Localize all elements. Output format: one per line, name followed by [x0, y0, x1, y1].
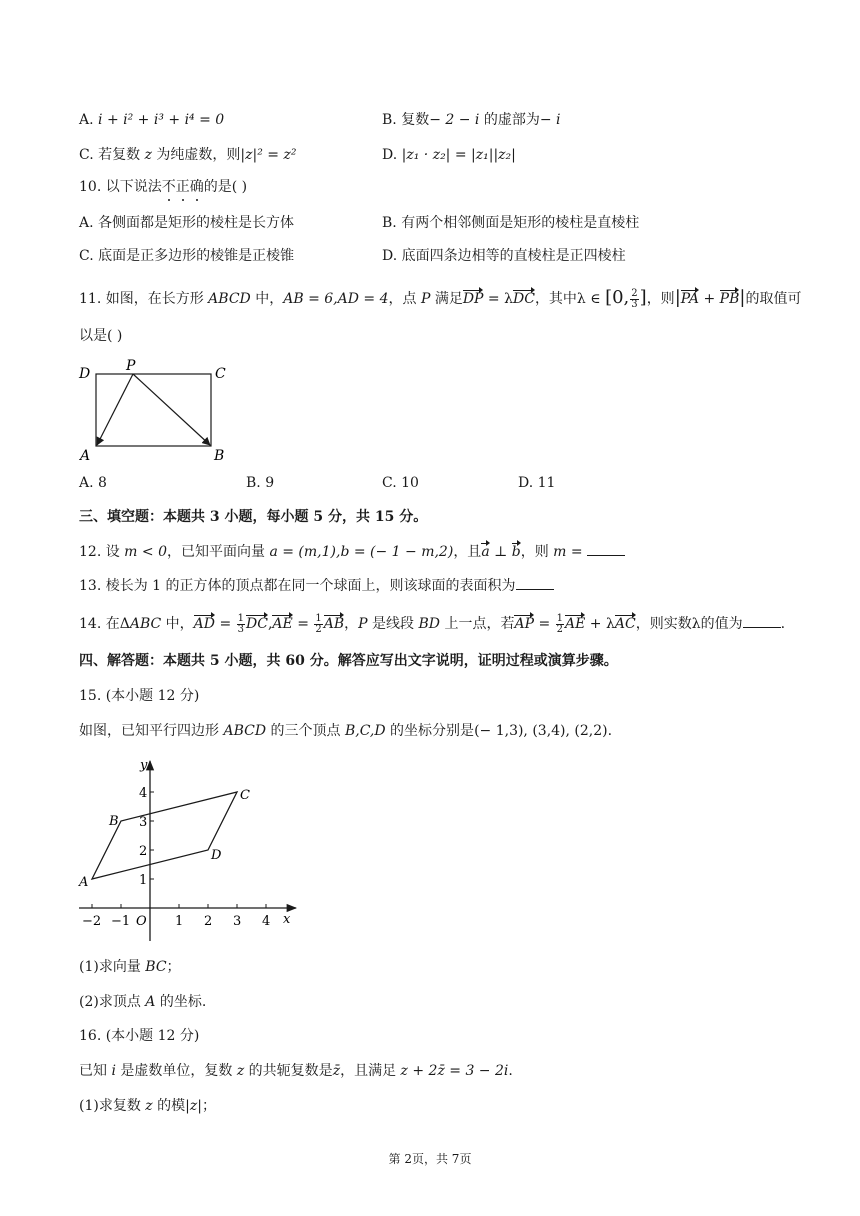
x-tick-label: 3 [233, 914, 242, 929]
fraction-denominator: 2 [315, 623, 322, 635]
q15-text: ； [166, 959, 181, 975]
label-p: P [126, 358, 136, 374]
q11-vector-pb: PB [719, 291, 740, 307]
q11-vector-dc: DC [513, 291, 535, 307]
q15-points: B,C,D [344, 723, 386, 739]
section4-title: 四、解答题：本题共 5 小题，共 60 分。解答应写出文字说明，证明过程或演算步骤。 [79, 653, 618, 669]
q12 [79, 541, 625, 562]
q11-text: 满足 [430, 291, 463, 307]
fraction-numerator: 1 [315, 612, 322, 624]
q10-emphasis-char: 确 [189, 179, 204, 195]
q16-text: ，且满足 [340, 1063, 401, 1079]
q15-text: . [607, 723, 613, 739]
q12-m: m = [553, 544, 583, 560]
q16-stem [79, 1061, 513, 1081]
q14-plus-lambda: + λ [585, 616, 615, 632]
rectangle-abcd [96, 374, 211, 446]
q9-option-d [382, 145, 516, 165]
q11-interval-left: [0, [605, 287, 630, 308]
q16-text: (1)求复数 [79, 1098, 146, 1114]
q11-text: ，点 [388, 291, 421, 307]
q15-part2 [79, 992, 206, 1012]
fraction-numerator: 1 [556, 612, 564, 624]
q14-fraction [237, 614, 245, 635]
q14-sep: , [267, 616, 273, 632]
q15-stem [79, 721, 612, 741]
q15-vector-bc: BC [145, 959, 167, 975]
q11-equals-lambda: = λ [483, 291, 513, 307]
x-tick-label: −2 [82, 914, 102, 929]
x-tick-label: 4 [262, 914, 271, 929]
q9-option-d-formula: |z₁ · z₂| = |z₁||z₂| [401, 147, 516, 163]
q16-z: z [236, 1063, 245, 1079]
q15-text: 的三个顶点 [266, 723, 345, 739]
q11-point-p: P [420, 291, 431, 307]
q11-text: 11. 如图，在长方形 [79, 291, 209, 307]
q11-text: ，则 [646, 291, 675, 307]
q14-text: 14. 在Δ [79, 616, 130, 632]
q16-modulus: |z| [185, 1098, 202, 1114]
q11-stem-line2: 以是( ) [79, 328, 123, 344]
q15-point-a: A [145, 994, 156, 1010]
x-tick-label: 2 [204, 914, 213, 929]
point-label-a: A [79, 875, 89, 890]
q16-zbar: z̄ [332, 1063, 341, 1079]
q14-text: 是线段 [367, 616, 419, 632]
q12-vector-b: b [511, 544, 521, 560]
q11-vector-dp: DP [462, 291, 484, 307]
fraction-numerator: 1 [237, 612, 245, 624]
q9-option-a-formula: i + i² + i³ + i⁴ = 0 [98, 112, 225, 128]
q14-eq: = [534, 616, 555, 632]
label-c: C [215, 366, 226, 382]
q11-rect-name: ABCD [208, 291, 251, 307]
y-tick-label: 3 [139, 815, 148, 830]
fraction-denominator: 3 [631, 298, 638, 310]
q14-eq: = [292, 616, 314, 632]
y-axis-label: y [140, 758, 148, 773]
q11-fraction [630, 289, 638, 310]
origin-label: O [136, 914, 147, 929]
q14-eq: = [215, 616, 236, 632]
q11-text: 中， [250, 291, 284, 307]
y-tick-label: 2 [139, 844, 148, 859]
point-label-d: D [211, 848, 222, 863]
q11-condition: AB = 6,AD = 4 [283, 291, 389, 307]
q16-equation: z + 2z̄ = 3 − 2i [400, 1063, 509, 1079]
q10-option-c: C. 底面是正多边形的棱锥是正棱锥 [79, 248, 295, 264]
q9-option-d-label: D. [382, 147, 398, 163]
q12-text: 12. 设 [79, 544, 125, 560]
q16-text: ； [201, 1098, 216, 1114]
x-tick-label: 1 [175, 914, 184, 929]
y-tick-label: 1 [139, 873, 148, 888]
q9-option-a [79, 110, 224, 130]
vector-pa-arrow [97, 374, 133, 445]
q15-part1 [79, 957, 181, 977]
q12-vector-a: a [481, 544, 490, 560]
q14-vector-ap: AP [514, 616, 534, 632]
q14-end: . [780, 616, 786, 632]
q10-option-b: B. 有两个相邻侧面是矩形的棱柱是直棱柱 [382, 215, 640, 231]
q11-vector-pa: PA [680, 291, 700, 307]
fraction-denominator: 3 [237, 623, 245, 635]
fraction-denominator: 2 [556, 623, 564, 635]
q11-text: 的取值可 [745, 291, 802, 307]
q14-text: ， [344, 616, 359, 632]
q16-z: z [145, 1098, 153, 1114]
q12-condition: m < 0 [124, 544, 167, 560]
q14-answer-blank[interactable] [743, 613, 781, 628]
q9-option-c-label: C. 若复数 [79, 147, 145, 163]
q12-text: ，且 [453, 544, 482, 560]
q13 [79, 575, 554, 596]
q16-text: 的模 [152, 1098, 186, 1114]
q16-i: i [111, 1063, 116, 1079]
label-a: A [80, 448, 91, 464]
q16-text: 的共轭复数是 [244, 1063, 333, 1079]
q10-emphasis-char: 不 [161, 179, 176, 195]
x-tick-label: −1 [111, 914, 131, 929]
vector-pb-arrow [133, 374, 210, 445]
parallelogram-abcd [92, 792, 237, 879]
q9-option-c-z: z [144, 147, 152, 163]
q15-coordinates: (− 1,3), (3,4), (2,2) [474, 723, 608, 739]
x-axis-label: x [283, 912, 291, 927]
label-b: B [214, 448, 225, 464]
q15-coordinate-figure [76, 755, 302, 943]
q14-vector-ae: AE [272, 616, 293, 632]
q9-option-c [79, 145, 296, 165]
q15-parallelogram: ABCD [223, 723, 267, 739]
q12-perp: ⊥ [489, 544, 512, 560]
q15-header: 15. (本小题 12 分) [79, 688, 200, 704]
q14 [79, 613, 785, 635]
q14-vector-ae: AE [565, 616, 586, 632]
q12-vectors: a = (m,1),b = (− 1 − m,2) [269, 544, 454, 560]
q11-stem: 11. 如图，在长方形 ABCD 中，AB = 6,AD = 4，点 P 满足DP = λDC，其中λ ∈ [0, $\frac{2}{3}$ ]，则|PA + PB|的取值可 [79, 287, 802, 310]
q10-stem [79, 177, 247, 197]
q9-option-b-formula: − 2 − i [429, 112, 480, 128]
section3-title: 三、填空题：本题共 3 小题，每小题 5 分，共 15 分。 [79, 509, 428, 525]
fraction-numerator: 2 [631, 287, 638, 299]
q14-point-p: P [358, 616, 368, 632]
q9-option-c-formula: |z|² = z² [240, 147, 297, 163]
q13-answer-blank[interactable] [516, 575, 554, 590]
q10-stem-end: 的是( ) [203, 179, 248, 195]
q14-segment-bd: BD [418, 616, 441, 632]
q11-text: ，其中λ ∈ [534, 291, 606, 307]
q9-option-a-label: A. [79, 112, 94, 128]
q15-text: 的坐标分别是 [385, 723, 475, 739]
q9-option-b-formula2: − i [539, 112, 561, 128]
q14-vector-ac: AC [614, 616, 636, 632]
label-d: D [79, 366, 91, 382]
q11-interval-right: ] [639, 287, 647, 308]
q15-text: 如图，已知平行四边形 [79, 723, 224, 739]
q15-text: (2)求顶点 [79, 994, 146, 1010]
point-label-b: B [109, 814, 119, 829]
q11-option-c: C. 10 [382, 475, 419, 491]
q9-option-b [382, 110, 561, 130]
q16-text: 是虚数单位，复数 [115, 1063, 237, 1079]
q9-option-b-tail: 的虚部为 [479, 112, 540, 128]
q10-stem-start: 10. 以下说法 [79, 179, 162, 195]
q11-option-a: A. 8 [79, 475, 107, 491]
y-tick-label: 4 [139, 786, 148, 801]
q9-option-c-mid: 为纯虚数，则 [151, 147, 241, 163]
q10-option-a: A. 各侧面都是矩形的棱柱是长方体 [79, 215, 295, 231]
q15-text: 的坐标. [155, 994, 207, 1010]
q12-answer-blank[interactable] [587, 541, 625, 556]
q14-text: ，则实数λ的值为 [635, 616, 743, 632]
page-footer: 第 2页，共 7页 [388, 1152, 472, 1166]
q11-rectangle-figure [75, 356, 240, 464]
q11-plus: + [699, 291, 720, 307]
point-label-c: C [240, 788, 250, 803]
q14-vector-ab: AB [323, 616, 345, 632]
q14-fraction [314, 614, 322, 635]
q10-emphasis-char: 正 [175, 179, 190, 195]
q16-part1 [79, 1096, 216, 1116]
q11-option-d: D. 11 [518, 475, 556, 491]
q12-text: ，已知平面向量 [167, 544, 270, 560]
q12-text: ，则 [520, 544, 554, 560]
q14-vector-dc: DC [246, 616, 268, 632]
q16-text: 已知 [79, 1063, 112, 1079]
q10-option-d: D. 底面四条边相等的直棱柱是正四棱柱 [382, 248, 626, 264]
q14-text: 中， [161, 616, 194, 632]
q11-option-b: B. 9 [246, 475, 275, 491]
q13-text: 13. 棱长为 1 的正方体的顶点都在同一个球面上，则该球面的表面积为 [79, 578, 516, 594]
q15-text: (1)求向量 [79, 959, 146, 975]
q16-header: 16. (本小题 12 分) [79, 1028, 200, 1044]
q16-text: . [508, 1063, 513, 1079]
q14-text: 上一点，若 [440, 616, 515, 632]
q9-option-b-label: B. 复数 [382, 112, 430, 128]
q14-triangle: ABC [129, 616, 162, 632]
q14-fraction [556, 614, 564, 635]
q14-vector-ad: AD [193, 616, 215, 632]
